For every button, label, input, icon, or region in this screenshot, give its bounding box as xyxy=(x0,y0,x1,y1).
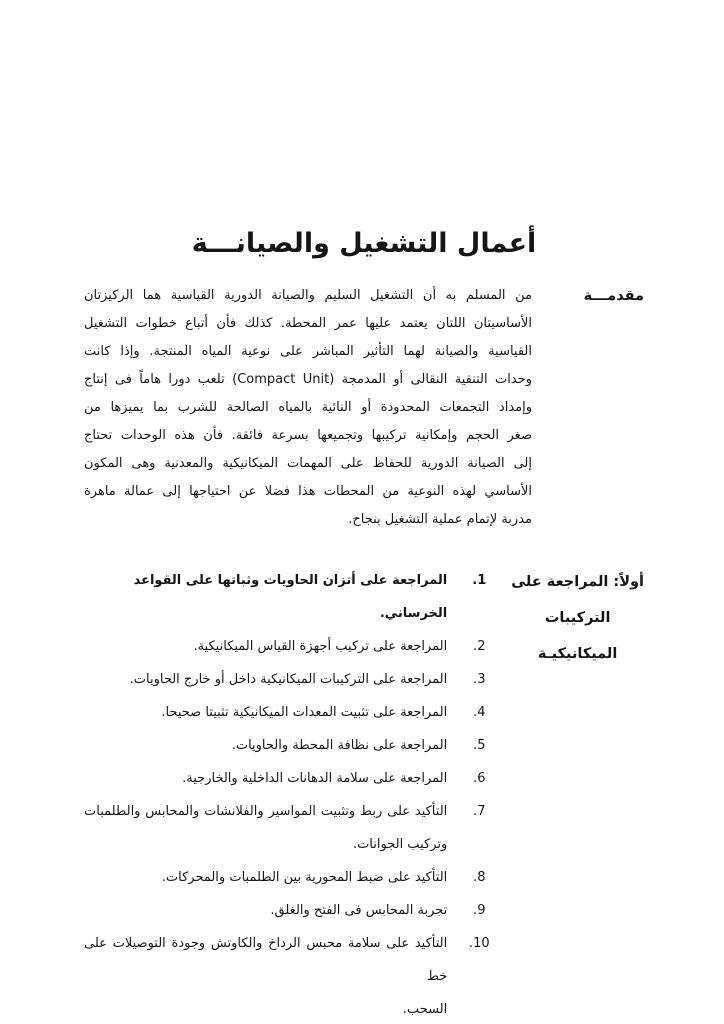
list-item-text xyxy=(84,762,447,795)
intro-paragraph xyxy=(84,282,532,534)
list-item-text xyxy=(84,861,447,894)
list-item xyxy=(84,762,511,795)
intro-line: الأساسي لهذه النوعية من المحطات هذا فضلا عن احتياجها إلى عمالة ماهرة xyxy=(84,484,532,499)
list-item-line: التأكيد على ضبط المحورية بين الطلمبات والمحركات. xyxy=(161,870,448,885)
list-item-number: 10. xyxy=(468,936,490,951)
intro-line: صغر الحجم وإمكانية تركيبها وتجميعها بسرعة فائقة. فأن هذه الوحدات تحتاج xyxy=(84,428,532,443)
list-item xyxy=(84,630,511,663)
list-item-line: المراجعة على التركيبات الميكانيكية داخل أو خارج الحاويات. xyxy=(129,672,448,687)
list-item xyxy=(84,696,511,729)
list-item-line: تجربة المحابس فى الفتح والغلق. xyxy=(270,903,448,918)
intro-label: مقدمـــة xyxy=(583,288,644,304)
intro-line: الأساسيتان اللتان يعتمد عليها عمر المحطة. كذلك فأن أتباع خطوات التشغيل xyxy=(84,316,532,331)
numbered-list xyxy=(84,564,511,1024)
list-item-line: المراجعة على تركيب أجهزة القياس الميكانيكية. xyxy=(193,639,448,654)
list-item-text xyxy=(84,564,447,630)
list-item-line: التأكيد على ربط وتثبيت المواسير والفلانشات والمحابس والطلمبات xyxy=(84,804,448,819)
intro-line: مدربة لإتمام عملية التشغيل بنجاح. xyxy=(348,512,532,527)
list-item xyxy=(84,795,511,861)
intro-line: وإمداد التجمعات المحدودة أو النائية بالمياه الصالحة للشرب بما يميزها من xyxy=(84,400,532,415)
list-item-number: 4. xyxy=(473,705,486,720)
section-label xyxy=(511,564,644,672)
list-item-text xyxy=(84,795,447,861)
intro-line: القياسية والصيانة لهما التأثير المباشر على نوعية المياه المنتجة. وإذا كانت xyxy=(84,344,532,359)
section-label-line: الميكانيكيـة xyxy=(537,646,618,662)
page-title: أعمال التشغيل والصيانـــة xyxy=(191,228,537,259)
list-item-text xyxy=(84,894,447,927)
list-item-text xyxy=(84,663,447,696)
list-item-number: 7. xyxy=(473,804,486,819)
list-item xyxy=(84,894,511,927)
intro-line: وحدات التنقية النقالى أو المدمجة (Compact Unit) تلعب دورا هاماً فى إنتاج xyxy=(84,372,532,387)
intro-line: إلى الصيانة الدورية للحفاظ على المهمات الميكانيكية والمعدنية وهى المكون xyxy=(84,456,532,471)
list-item-number: 6. xyxy=(473,771,486,786)
section-label-line: التركيبات xyxy=(544,610,611,626)
list-item-line: المراجعة على سلامة الدهانات الداخلية والخارجية. xyxy=(182,771,448,786)
intro-section xyxy=(84,282,644,534)
list-item-number: 8. xyxy=(473,870,486,885)
list-item xyxy=(84,927,511,1024)
list-item-number: 5. xyxy=(473,738,486,753)
intro-label-column xyxy=(532,282,644,310)
list-item-number: 2. xyxy=(473,639,486,654)
list-item-number: 9. xyxy=(473,903,486,918)
mechanical-review-section xyxy=(84,564,644,1024)
list-item-text xyxy=(84,696,447,729)
list-item-line: المراجعة على تثبيت المعدات الميكانيكية تثبيتا صحيحا. xyxy=(161,705,448,720)
list-item-text xyxy=(84,729,447,762)
list-item-text xyxy=(84,927,447,1024)
list-item-line: التأكيد على سلامة محبس الرداخ والكاوتش وجودة التوصيلات على خط xyxy=(84,936,448,984)
list-item xyxy=(84,729,511,762)
list-item xyxy=(84,861,511,894)
list-item-line: المراجعة على أتزان الحاويات وثباتها على القواعد الخرساني. xyxy=(133,573,448,621)
list-item xyxy=(84,564,511,630)
list-item-line: وتركيب الجوانات. xyxy=(352,837,448,852)
list-item-number: 1. xyxy=(472,573,487,588)
list-item xyxy=(84,663,511,696)
list-item-number: 3. xyxy=(473,672,486,687)
list-item-text xyxy=(84,630,447,663)
list-item-line: السحب. xyxy=(402,1002,448,1017)
section-label-line: أولاً: المراجعة على xyxy=(511,574,644,590)
list-item-line: المراجعة على نظافة المحطة والحاويات. xyxy=(231,738,448,753)
intro-main-column xyxy=(84,282,532,534)
intro-line: من المسلم به أن التشغيل السليم والصيانة الدورية القياسية هما الركيزتان xyxy=(84,288,532,303)
